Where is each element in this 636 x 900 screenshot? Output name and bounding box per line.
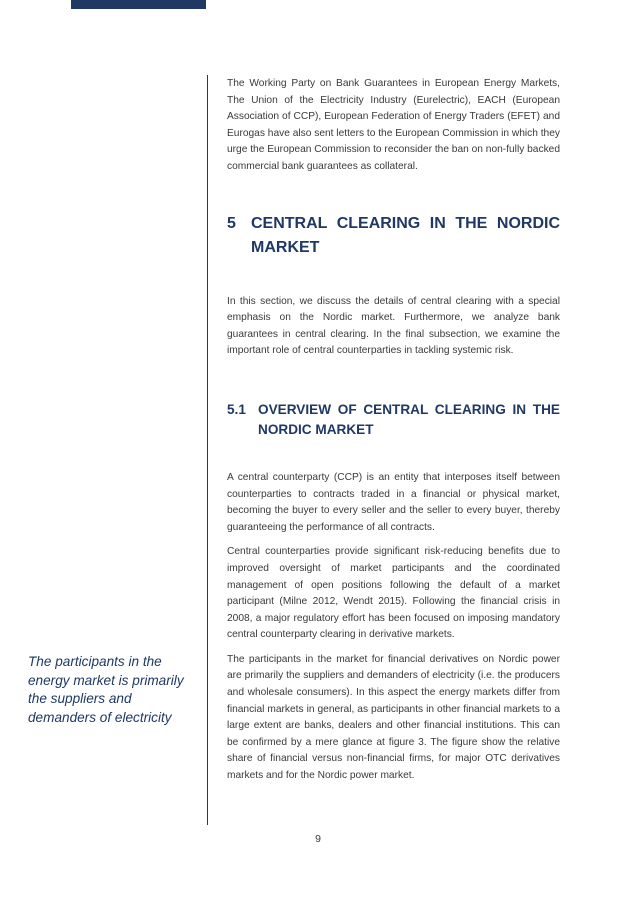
section-intro-paragraph: In this section, we discuss the details of central clearing with a special emphasis on the Nordic market. Furthermore, we analyze bank guarantees in central clearing. In the final subsection, we examine the important role of central counterparties in tackling systemic risk. <box>227 295 560 357</box>
subsection-title: OVERVIEW OF CENTRAL CLEARING IN THE NORDIC MARKET <box>258 401 560 437</box>
margin-pull-quote: The participants in the energy market is primarily the suppliers and demanders of electricity <box>28 654 184 725</box>
section-heading <box>227 212 560 260</box>
subsection-number: 5.1 <box>227 401 246 417</box>
section-title: CENTRAL CLEARING IN THE NORDIC MARKET <box>251 214 560 256</box>
margin-divider <box>207 75 208 825</box>
participants-paragraph: The participants in the market for financial derivatives on Nordic power are primarily the suppliers and demanders of electricity (i.e. the producers and wholesale consumers). In this aspect the energy markets differ from financial markets in general, as participants in other financial markets to a large extent are banks, dealers and other financial institutions. This can be confirmed by a mere glance at figure 3. The figure show the relative share of financial versus non-financial firms, for major OTC derivatives markets and for the Nordic power market. <box>227 653 560 782</box>
header-accent-bar <box>71 0 206 9</box>
intro-paragraph: The Working Party on Bank Guarantees in European Energy Markets, The Union of the Electricity Industry (Eurelectric), EACH (European Association of CCP), European Federation of Energy Traders (EFET) and Eurogas have also sent letters to the European Commission in which they urge the European Commission to reconsider the ban on non-fully backed commercial bank guarantees as collateral. <box>227 78 560 172</box>
subsection-heading <box>227 400 560 440</box>
ccp-definition-paragraph: A central counterparty (CCP) is an entity that interposes itself between counterparties to contracts traded in a financial or physical market, becoming the buyer to every seller and the seller to every buyer, thereby guaranteeing the performance of all contracts. <box>227 471 560 533</box>
section-number: 5 <box>227 214 236 232</box>
page-number: 9 <box>315 833 321 845</box>
main-column <box>227 76 560 793</box>
ccp-benefits-paragraph: Central counterparties provide significant risk-reducing benefits due to improved oversight of market participants and the coordinated management of open positions following the default of a market participant (Milne 2012, Wendt 2015). Following the financial crisis in 2008, a major regulatory effort has been focused on imposing mandatory central counterparty clearing in derivative markets. <box>227 546 560 641</box>
